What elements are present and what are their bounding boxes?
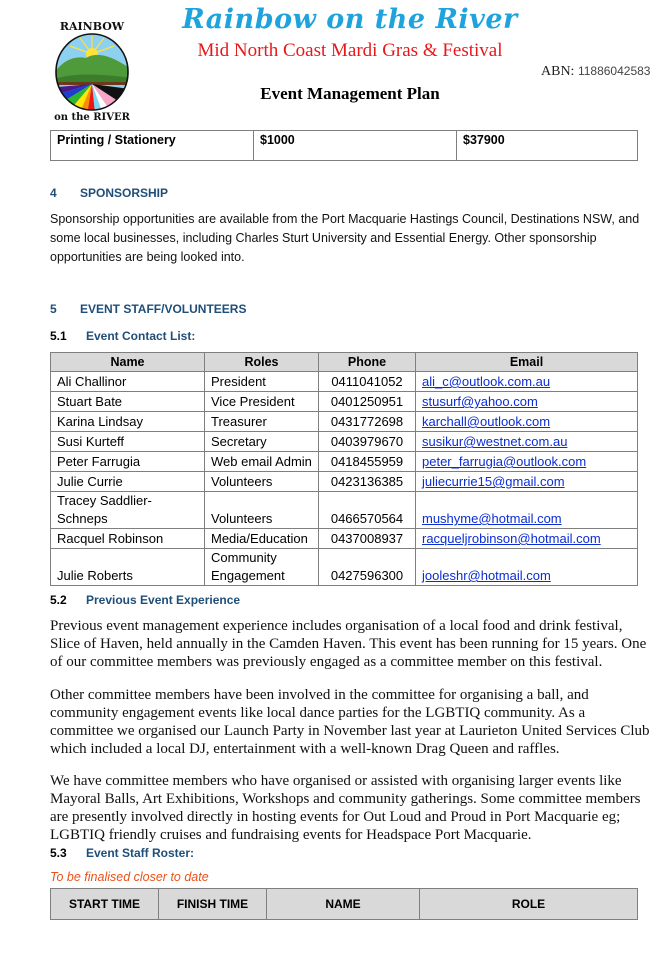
contact-phone: 0403979670 — [319, 432, 416, 452]
section-number: 5 — [50, 302, 57, 316]
contact-table-body — [51, 372, 638, 586]
contact-email-cell — [416, 432, 638, 452]
table-header-row — [51, 353, 638, 372]
contact-name: Karina Lindsay — [51, 412, 205, 432]
subsection-heading-experience — [50, 593, 240, 607]
budget-table — [50, 130, 638, 161]
site-title: Rainbow on the River — [182, 4, 518, 35]
experience-paragraph: Other committee members have been involved in the committee for organising a ball, and community engagement events like local dance parties for the LGBTIQ community. As a committee we organised our Launch Party in November last year at Laurieton United Services Club which included a local DJ, entertainment with a well-known Drag Queen and raffles. — [50, 687, 650, 757]
contact-phone: 0401250951 — [319, 392, 416, 412]
column-header-name: Name — [51, 353, 205, 372]
contact-email-link[interactable]: susikur@westnet.com.au — [422, 434, 568, 449]
subsection-heading-contact-list — [50, 329, 195, 343]
table-row — [51, 549, 638, 586]
contact-role: Vice President — [205, 392, 319, 412]
table-row — [51, 472, 638, 492]
contact-phone: 0423136385 — [319, 472, 416, 492]
budget-amount: $1000 — [254, 131, 457, 161]
subsection-number: 5.1 — [50, 329, 67, 343]
column-header-email: Email — [416, 353, 638, 372]
roster-table — [50, 888, 638, 920]
contact-name: Racquel Robinson — [51, 529, 205, 549]
logo-top-text: RAINBOW — [59, 20, 125, 33]
table-row — [51, 131, 638, 161]
subsection-title: Event Staff Roster: — [86, 846, 195, 860]
table-row — [51, 432, 638, 452]
subsection-title: Previous Event Experience — [86, 593, 241, 607]
logo-icon — [46, 18, 138, 122]
column-header-name: NAME — [267, 889, 420, 920]
table-row — [51, 529, 638, 549]
contact-role: Web email Admin — [205, 452, 319, 472]
table-row — [51, 412, 638, 432]
abn-value: 11886042583 — [577, 64, 651, 78]
roster-note: To be finalised closer to date — [50, 870, 209, 884]
contact-role: Community Engagement — [205, 549, 319, 586]
section-title: SPONSORSHIP — [80, 186, 169, 200]
contact-name: Tracey Saddlier-Schneps — [51, 492, 205, 529]
contact-email-cell — [416, 549, 638, 586]
contact-role: Media/Education — [205, 529, 319, 549]
rainbow-river-logo — [46, 18, 138, 122]
experience-paragraph: We have committee members who have organised or assisted with organising larger events like Mayoral Balls, Art Exhibitions, Workshops and community gatherings. Some committee members are presently involved directly in hosting events for Out Loud and Proud in Port Macquarie eg; LGBTIQ friendly cruises and fundraising events for Headspace Port Macquarie. — [50, 773, 641, 843]
abn-label: ABN: — [541, 64, 575, 79]
column-header-role: ROLE — [420, 889, 638, 920]
abn — [541, 64, 650, 80]
contact-role: Secretary — [205, 432, 319, 452]
column-header-finish-time: FINISH TIME — [159, 889, 267, 920]
contact-phone: 0431772698 — [319, 412, 416, 432]
subsection-heading-roster — [50, 846, 194, 860]
contact-phone: 0418455959 — [319, 452, 416, 472]
column-header-start-time: START TIME — [51, 889, 159, 920]
contact-phone: 0466570564 — [319, 492, 416, 529]
contact-email-link[interactable]: jooleshr@hotmail.com — [422, 568, 551, 583]
contact-email-link[interactable]: karchall@outlook.com — [422, 414, 551, 429]
contact-phone: 0427596300 — [319, 549, 416, 586]
contact-email-link[interactable]: mushyme@hotmail.com — [422, 511, 562, 526]
section-heading-sponsorship — [50, 186, 168, 200]
contact-name: Julie Roberts — [51, 549, 205, 586]
table-header-row — [51, 889, 638, 920]
column-header-phone: Phone — [319, 353, 416, 372]
contact-email-cell — [416, 412, 638, 432]
contact-phone: 0411041052 — [319, 372, 416, 392]
experience-paragraph: Previous event management experience includes organisation of a local food and drink festival, Slice of Haven, held annually in the Camden Haven. This event has been running for 15 years. One of our committee members was previously engaged as a committee member on this festival. — [50, 618, 647, 670]
contact-email-link[interactable]: racqueljrobinson@hotmail.com — [422, 531, 601, 546]
logo-bottom-text: on the RIVER — [54, 112, 130, 122]
contact-email-link[interactable]: ali_c@outlook.com.au — [422, 374, 551, 389]
document-title: Event Management Plan — [260, 84, 440, 103]
contact-role: President — [205, 372, 319, 392]
column-header-roles: Roles — [205, 353, 319, 372]
subsection-number: 5.3 — [50, 846, 67, 860]
section-heading-staff — [50, 302, 246, 316]
contact-email-cell — [416, 472, 638, 492]
contact-email-link[interactable]: stusurf@yahoo.com — [422, 394, 538, 409]
contact-name: Susi Kurteff — [51, 432, 205, 452]
table-row — [51, 392, 638, 412]
contact-table — [50, 352, 638, 586]
table-row — [51, 452, 638, 472]
contact-email-cell — [416, 529, 638, 549]
contact-phone: 0437008937 — [319, 529, 416, 549]
festival-subtitle: Mid North Coast Mardi Gras & Festival — [197, 40, 503, 61]
section-title: EVENT STAFF/VOLUNTEERS — [80, 302, 247, 316]
contact-name: Stuart Bate — [51, 392, 205, 412]
contact-email-link[interactable]: peter_farrugia@outlook.com — [422, 454, 587, 469]
contact-role: Volunteers — [205, 472, 319, 492]
contact-email-cell — [416, 452, 638, 472]
contact-name: Julie Currie — [51, 472, 205, 492]
contact-email-cell — [416, 372, 638, 392]
budget-total: $37900 — [457, 131, 638, 161]
contact-name: Peter Farrugia — [51, 452, 205, 472]
contact-email-cell — [416, 392, 638, 412]
contact-role: Volunteers — [205, 492, 319, 529]
table-row — [51, 492, 638, 529]
table-row — [51, 372, 638, 392]
contact-email-link[interactable]: juliecurrie15@gmail.com — [422, 474, 565, 489]
subsection-title: Event Contact List: — [86, 329, 196, 343]
sponsorship-paragraph: Sponsorship opportunities are available from the Port Macquarie Hastings Council, Destinations NSW, and some local businesses, including Charles Sturt University and Essential Energy. Other sponsorship opportunities are being looked into. — [50, 212, 640, 264]
subsection-number: 5.2 — [50, 593, 67, 607]
budget-item: Printing / Stationery — [51, 131, 254, 161]
contact-name: Ali Challinor — [51, 372, 205, 392]
contact-email-cell — [416, 492, 638, 529]
contact-role: Treasurer — [205, 412, 319, 432]
section-number: 4 — [50, 186, 57, 200]
